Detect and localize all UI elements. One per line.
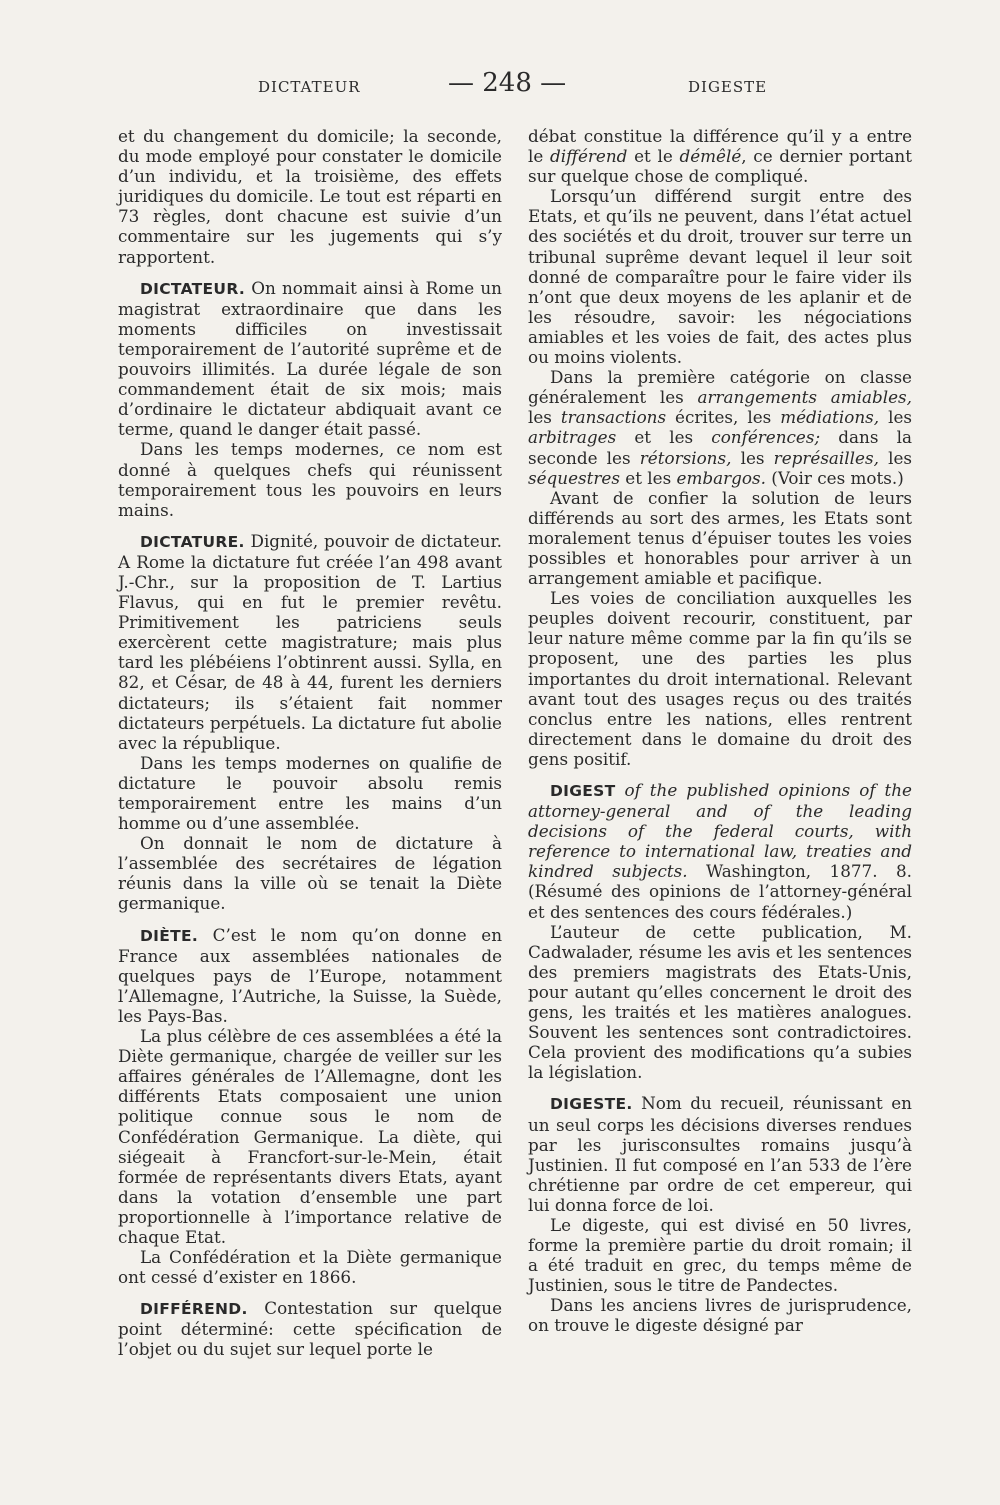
italic-term: conférences; xyxy=(711,427,821,448)
paragraph: Dans les anciens livres de jurisprudence, on trouve le digeste désigné par xyxy=(528,1295,912,1336)
italic-term: différend xyxy=(549,146,628,167)
text-run: et les xyxy=(619,467,677,488)
text-run: les xyxy=(878,447,912,468)
text-run: écrites, les xyxy=(666,407,781,428)
header-left-keyword: DICTATEUR xyxy=(258,78,361,96)
text-run: (Voir ces mots.) xyxy=(765,467,904,488)
text-run: les xyxy=(879,407,912,428)
text-run: débat constitue la différence qu’il y a entre le xyxy=(528,126,912,167)
headword-differend: DIFFÉREND. xyxy=(140,1300,248,1319)
entry-dictateur xyxy=(118,278,502,440)
dictature-definition: Dignité, pouvoir de dictateur. A Rome la dictature fut créée l’an 498 avant J.-Chr., sur la proposition de T. Lartius Flavus, qui en fut le premier revêtu. Primitivement les patriciens seuls exercèrent cette magistrature; mais plus tard les plébéiens l’obtinrent aussi. Sylla, en 82, et César, de 48 à 44, furent les derniers dictateurs; ils s’étaient fait nommer dictateurs perpétuels. La dictature fut abolie avec la république. xyxy=(118,530,502,753)
diete-definition: C’est le nom qu’on donne en France aux assemblées nationales de quelques pays de l’Europe, notamment l’Allemagne, l’Autriche, la Suisse, la Suède, les Pays-Bas. xyxy=(118,924,502,1026)
entry-diete xyxy=(118,925,502,1026)
right-column xyxy=(528,126,912,1336)
paragraph: Dans les temps modernes, ce nom est donné à quelques chefs qui réunissent temporairement tous les pouvoirs en leurs mains. xyxy=(118,439,502,520)
left-column xyxy=(118,126,502,1360)
digest-title: of the published opinions of the attorney-general and of the leading decisions of the federal courts, with reference to international law, treaties and kindred subjects. xyxy=(528,780,912,882)
entry-digest xyxy=(528,780,912,922)
paragraph: La plus célèbre de ces assemblées a été la Diète germanique, chargée de veiller sur les affaires générales de l’Allemagne, dont les différents Etats composaient une union politique connue sous le nom de Confédération Germanique. La diète, qui siégeait à Francfort-sur-le-Mein, était formée de représentants divers Etats, ayant dans la votation d’ensemble une part proportionnelle à l’importance relative de chaque Etat. xyxy=(118,1026,502,1247)
digest-description: Washington, 1877. 8. (Résumé des opinions de l’attorney-général et des sentences des cours fédérales.) xyxy=(528,861,912,922)
italic-term: démêlé xyxy=(679,146,742,167)
dictateur-definition: On nommait ainsi à Rome un magistrat extraordinaire que dans les moments difficiles on investissait temporairement de l’autorité suprême et de pouvoirs illimités. La durée légale de son commandement était de six mois; mais d’ordinaire le dictateur abdiquait avant ce terme, quand le danger était passé. xyxy=(118,277,502,440)
header-right-keyword: DIGESTE xyxy=(688,78,768,96)
running-header xyxy=(0,68,1000,102)
entry-dictature xyxy=(118,531,502,753)
headword-dictateur: DICTATEUR. xyxy=(140,279,246,298)
paragraph: Lorsqu’un différend surgit entre des Etats, et qu’ils ne peuvent, dans l’état actuel des sociétés et du droit, trouver sur terre un tribunal suprême devant lequel il leur soit donné de comparaître pour le faire vider ils n’ont que deux moyens de les aplanir et de les résoudre, savoir: les négociations amiables et les voies de fait, des actes plus ou moins violents. xyxy=(528,186,912,368)
paragraph: L’auteur de cette publication, M. Cadwalader, résume les avis et les sentences des premiers magistrats des Etats-Unis, pour autant qu’elles concernent le droit des gens, les traités et les matières analogues. Souvent les sentences sont contradictoires. Cela provient des modifications qu’a subies la législation. xyxy=(528,921,912,1083)
italic-term: représailles, xyxy=(773,447,879,468)
text-run: les xyxy=(731,447,774,468)
text-run: dans la seconde les xyxy=(528,427,912,468)
paragraph: On donnait le nom de dictature à l’assemblée des secrétaires de légation réunis dans la ville où se tenait la Diète germanique. xyxy=(118,833,502,914)
italic-term: arbitrages xyxy=(528,427,617,448)
text-run: et les xyxy=(616,427,712,448)
paragraph xyxy=(528,367,912,488)
italic-term: médiations, xyxy=(780,407,880,428)
paragraph-continuation: et du changement du domicile; la seconde, du mode employé pour constater le domicile d’un individu, et la troisième, des effets juridiques du domicile. Le tout est réparti en 73 règles, dont chacune est suivie d’un commentaire sur les jugements qui s’y rapportent. xyxy=(118,126,502,267)
italic-term: rétorsions, xyxy=(639,447,732,468)
headword-digest: DIGEST xyxy=(550,782,616,800)
headword-diete: DIÈTE. xyxy=(140,926,199,945)
paragraph: Les voies de conciliation auxquelles les peuples doivent recourir, constituent, par leur nature même comme par la fin qu’ils se proposent, une des parties les plus importantes du droit international. Relevant avant tout des usages reçus ou des traités conclus entre les nations, elles rentrent directement dans le domaine du droit des gens positif. xyxy=(528,588,912,769)
paragraph: Le digeste, qui est divisé en 50 livres, forme la première partie du droit romain; il a été traduit en grec, du temps même de Justinien, sous le titre de Pandectes. xyxy=(528,1214,912,1296)
text-run: les xyxy=(528,407,561,428)
italic-term: séquestres xyxy=(528,467,620,488)
page-number: — 248 — xyxy=(448,68,567,98)
text-run: , ce dernier portant sur quelque chose de compliqué. xyxy=(528,146,912,187)
text-run: Dans la première catégorie on classe généralement les xyxy=(528,367,912,408)
differend-definition: Contestation sur quelque point déterminé: cette spécification de l’objet ou du sujet sur lequel porte le xyxy=(118,1298,502,1360)
entry-differend xyxy=(118,1298,502,1359)
italic-term: arrangements amiables, xyxy=(697,387,912,408)
paragraph: Dans les temps modernes on qualifie de dictature le pouvoir absolu remis temporairement entre les mains d’un homme ou d’une assemblée. xyxy=(118,752,502,834)
digeste-definition: Nom du recueil, réunissant en un seul corps les décisions diverses rendues par les jurisconsultes romains jusqu’à Justinien. Il fut composé en l’an 533 de l’ère chrétienne par ordre de cet empereur, qui lui donna force de loi. xyxy=(528,1093,912,1215)
headword-dictature: DICTATURE. xyxy=(140,532,245,551)
paragraph: La Confédération et la Diète germanique ont cessé d’exister en 1866. xyxy=(118,1247,502,1288)
text-run: et le xyxy=(627,146,680,167)
paragraph: Avant de confier la solution de leurs différends au sort des armes, les Etats sont moralement tenus d’épuiser toutes les voies possibles et honorables pour arriver à un arrangement amiable et pacifique. xyxy=(528,487,912,589)
headword-digeste: DIGESTE. xyxy=(550,1095,633,1114)
paragraph-continuation xyxy=(528,126,912,186)
entry-digeste xyxy=(528,1093,912,1215)
italic-term: embargos. xyxy=(676,467,766,488)
italic-term: transactions xyxy=(560,407,667,428)
